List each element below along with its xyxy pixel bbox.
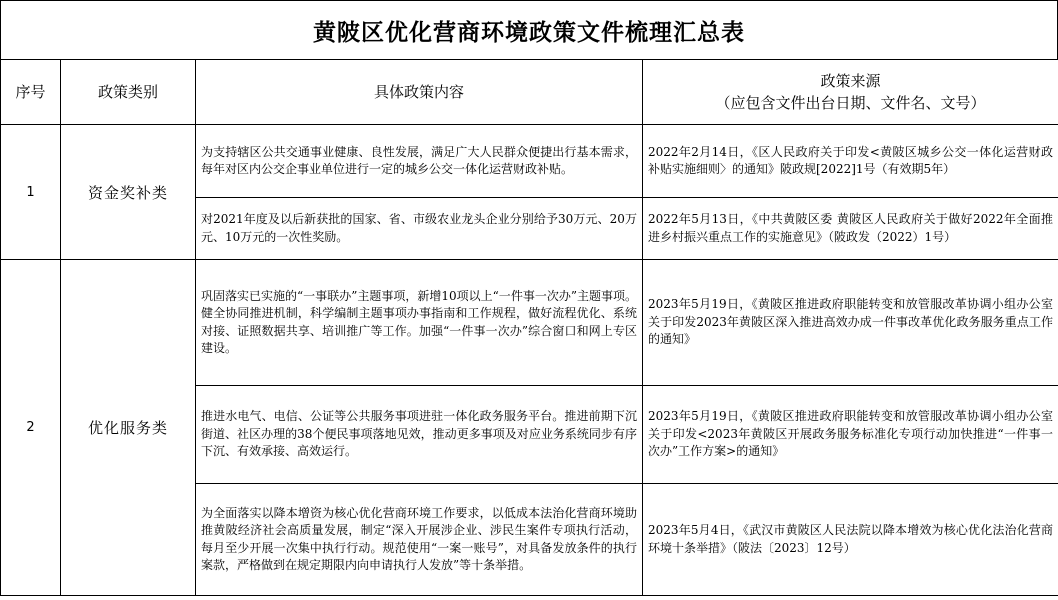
policy-content: 对2021年度及以后新获批的国家、省、市级农业龙头企业分别给予30万元、20万元、10万元的一次性奖励。 xyxy=(196,198,643,260)
page-title: 黄陂区优化营商环境政策文件梳理汇总表 xyxy=(0,0,1058,60)
policy-content: 为支持辖区公共交通事业健康、良性发展，满足广大人民群众便捷出行基本需求，每年对区内公交企事业单位进行一定的城乡公交一体化运营财政补贴。 xyxy=(196,125,643,198)
header-source xyxy=(643,60,1058,125)
policy-source: 2022年5月13日，《中共黄陂区委 黄陂区人民政府关于做好2022年全面推进乡村振兴重点工作的实施意见》（陂政发（2022）1号） xyxy=(643,198,1058,260)
group-category: 优化服务类 xyxy=(61,260,196,596)
header-content: 具体政策内容 xyxy=(196,60,643,125)
policy-content: 推进水电气、电信、公证等公共服务事项进驻一体化政务服务平台。推进前期下沉街道、社区办理的38个便民事项落地见效，推动更多事项及对应业务系统同步有序下沉、有效承接、高效运行。 xyxy=(196,386,643,484)
policy-source: 2023年5月19日，《黄陂区推进政府职能转变和放管服改革协调小组办公室关于印发<2023年黄陂区开展政务服务标准化专项行动加快推进“一件事一次办”工作方案>的通知》 xyxy=(643,386,1058,484)
group-index: 2 xyxy=(1,260,61,596)
header-source-note: （应包含文件出台日期、文件名、文号） xyxy=(715,94,986,112)
policy-content: 为全面落实以降本增资为核心优化营商环境工作要求，以低成本法治化营商环境助推黄陂经济社会高质量发展，制定“深入开展涉企业、涉民生案件专项执行活动，每月至少开展一次集中执行行动。规范使用“一案一账号”，对具备发放条件的执行案款，严格做到在规定期限内向申请执行人发放”等十条举措。 xyxy=(196,484,643,596)
policy-source: 2023年5月19日，《黄陂区推进政府职能转变和放管服改革协调小组办公室关于印发2023年黄陂区深入推进高效办成一件事改革优化政务服务重点工作的通知》 xyxy=(643,260,1058,386)
policy-source: 2022年2月14日，《区人民政府关于印发<黄陂区城乡公交一体化运营财政补贴实施细则〉的通知》陂政规[2022]1号（有效期5年） xyxy=(643,125,1058,198)
policy-source: 2023年5月4日，《武汉市黄陂区人民法院以降本增效为核心优化法治化营商环境十条举措》（陂法〔2023〕12号） xyxy=(643,484,1058,596)
header-source-title: 政策来源 xyxy=(820,72,881,90)
group-category: 资金奖补类 xyxy=(61,125,196,260)
policy-table xyxy=(0,59,1058,596)
header-row xyxy=(1,60,1058,125)
header-index: 序号 xyxy=(1,60,61,125)
table-row xyxy=(1,125,1058,198)
header-category: 政策类别 xyxy=(61,60,196,125)
group-index: 1 xyxy=(1,125,61,260)
table-row xyxy=(1,260,1058,386)
policy-content: 巩固落实已实施的“一事联办”主题事项，新增10项以上“一件事一次办”主题事项。健全协同推进机制，科学编制主题事项办事指南和工作规程，做好流程优化、系统对接、证照数据共享、培训推广等工作。加强“一件事一次办”综合窗口和网上专区建设。 xyxy=(196,260,643,386)
